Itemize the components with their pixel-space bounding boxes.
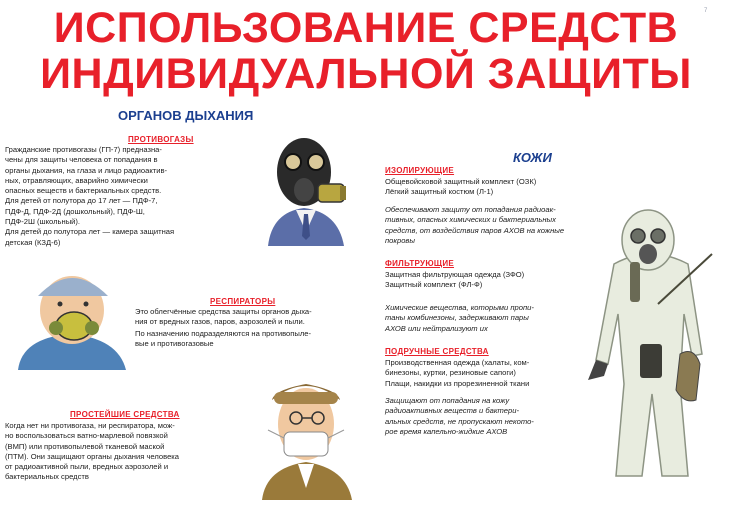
gasmask-line: Для детей от полутора до 17 лет — ПДФ-7, xyxy=(5,196,158,206)
simple-means-line: (ВМП) или противопылевой тканевой маской xyxy=(5,441,165,451)
gasmask-line: ПДФ-2Ш (школьный). xyxy=(5,217,81,227)
gauze-mask-person-illustration xyxy=(258,372,356,500)
isolating-note-line: средств, от воздействия паров АХОВ на кожные xyxy=(385,225,565,235)
filtering-heading: ФИЛЬТРУЮЩИЕ xyxy=(385,259,455,268)
simple-means-text xyxy=(5,421,260,483)
respirator-line: вые и противогазовые xyxy=(135,338,214,348)
filtering-note xyxy=(385,303,600,334)
gasmask-line: опасных веществ и бактериальных средств. xyxy=(5,186,162,196)
gasmask-line: Для детей до полутора лет — камера защитная xyxy=(5,227,175,237)
simple-means-line: (ПТМ). Они защищают органы дыхания человека xyxy=(5,451,179,461)
protective-suit-person-illustration xyxy=(584,204,718,484)
isolating-note-line: покровы xyxy=(385,235,415,245)
isolating-note-line: Обеспечивают защиту от попадания радиоак- xyxy=(385,205,556,214)
isolating-line: Общевойсковой защитный комплект (ОЗК) xyxy=(385,177,537,186)
improvised-note-line: Защищают от попадания на кожу xyxy=(385,396,510,405)
filtering-line: Защитный комплект (ФЛ-Ф) xyxy=(385,280,483,290)
filtering-note-line: АХОВ или нейтрализуют их xyxy=(385,323,488,333)
simple-means-line: от радиоактивной пыли, вредных аэрозолей и xyxy=(5,462,169,472)
isolating-text xyxy=(385,177,600,198)
gasmask-line: Гражданские противогазы (ГП-7) предназна- xyxy=(5,145,162,154)
gasmask-line: органы дыхания, на глаза и лицо радиоактив- xyxy=(5,165,168,175)
isolating-note xyxy=(385,205,600,246)
respiratory-heading: ОРГАНОВ ДЫХАНИЯ xyxy=(118,108,254,123)
respirator-line: По назначению подразделяются на противопыле- xyxy=(135,328,311,338)
isolating-heading: ИЗОЛИРУЮЩИЕ xyxy=(385,166,455,175)
gasmask-person-illustration xyxy=(258,128,356,246)
respirator-person-illustration xyxy=(16,264,128,370)
respirator-line: ния от вредных газов, паров, аэрозолей и пыли. xyxy=(135,317,305,327)
filtering-line: Защитная фильтрующая одежда (ЗФО) xyxy=(385,270,525,279)
improvised-note-line: альных средств, не пропускают некото- xyxy=(385,416,534,426)
isolating-note-line: тивных, опасных химических и бактериальных xyxy=(385,215,556,225)
filtering-text xyxy=(385,270,600,291)
gasmask-heading: ПРОТИВОГАЗЫ xyxy=(128,135,194,144)
improvised-note xyxy=(385,396,583,437)
isolating-line: Лёгкий защитный костюм (Л-1) xyxy=(385,187,494,197)
simple-means-line: бактериальных средств xyxy=(5,472,89,482)
skin-heading: КОЖИ xyxy=(513,150,552,165)
improvised-line: бинезоны, куртки, резиновые сапоги) xyxy=(385,368,516,378)
improvised-heading: ПОДРУЧНЫЕ СРЕДСТВА xyxy=(385,347,489,356)
simple-means-heading: ПРОСТЕЙШИЕ СРЕДСТВА xyxy=(70,410,180,419)
page-title-line-1: ИСПОЛЬЗОВАНИЕ СРЕДСТВ xyxy=(53,4,679,52)
respirator-line: Это облегчённые средства защиты органов дыха- xyxy=(135,307,312,316)
page-title-line-2: ИНДИВИДУАЛЬНОЙ ЗАЩИТЫ xyxy=(40,50,692,98)
gasmask-line: ПДФ-Д, ПДФ-2Д (дошкольный), ПДФ-Ш, xyxy=(5,206,145,216)
filtering-note-line: Химические вещества, которыми пропи- xyxy=(385,303,534,312)
improvised-line: Производственная одежда (халаты, ком- xyxy=(385,358,530,367)
gasmask-line: детская (КЗД-6) xyxy=(5,237,61,247)
gasmask-line: ных, отравляющих, аварийно химически xyxy=(5,175,148,185)
simple-means-line: но воспользоваться ватно-марлевой повязкой xyxy=(5,431,168,441)
page-mark: 7 xyxy=(704,8,708,14)
gasmask-line: чены для защиты человека от попадания в xyxy=(5,155,158,165)
improvised-note-line: радиоактивных веществ и бактери- xyxy=(385,406,520,416)
filtering-note-line: таны комбинезоны, задерживают пары xyxy=(385,313,529,323)
respirator-heading: РЕСПИРАТОРЫ xyxy=(210,297,276,306)
improvised-note-line: рое время капельно-жидкие АХОВ xyxy=(385,426,508,436)
improvised-line: Плащи, накидки из прорезиненной ткани xyxy=(385,378,530,388)
respirator-text xyxy=(135,307,375,349)
gasmask-text xyxy=(5,145,263,248)
improvised-text xyxy=(385,358,600,389)
simple-means-line: Когда нет ни противогаза, ни респиратора, мож- xyxy=(5,421,175,430)
